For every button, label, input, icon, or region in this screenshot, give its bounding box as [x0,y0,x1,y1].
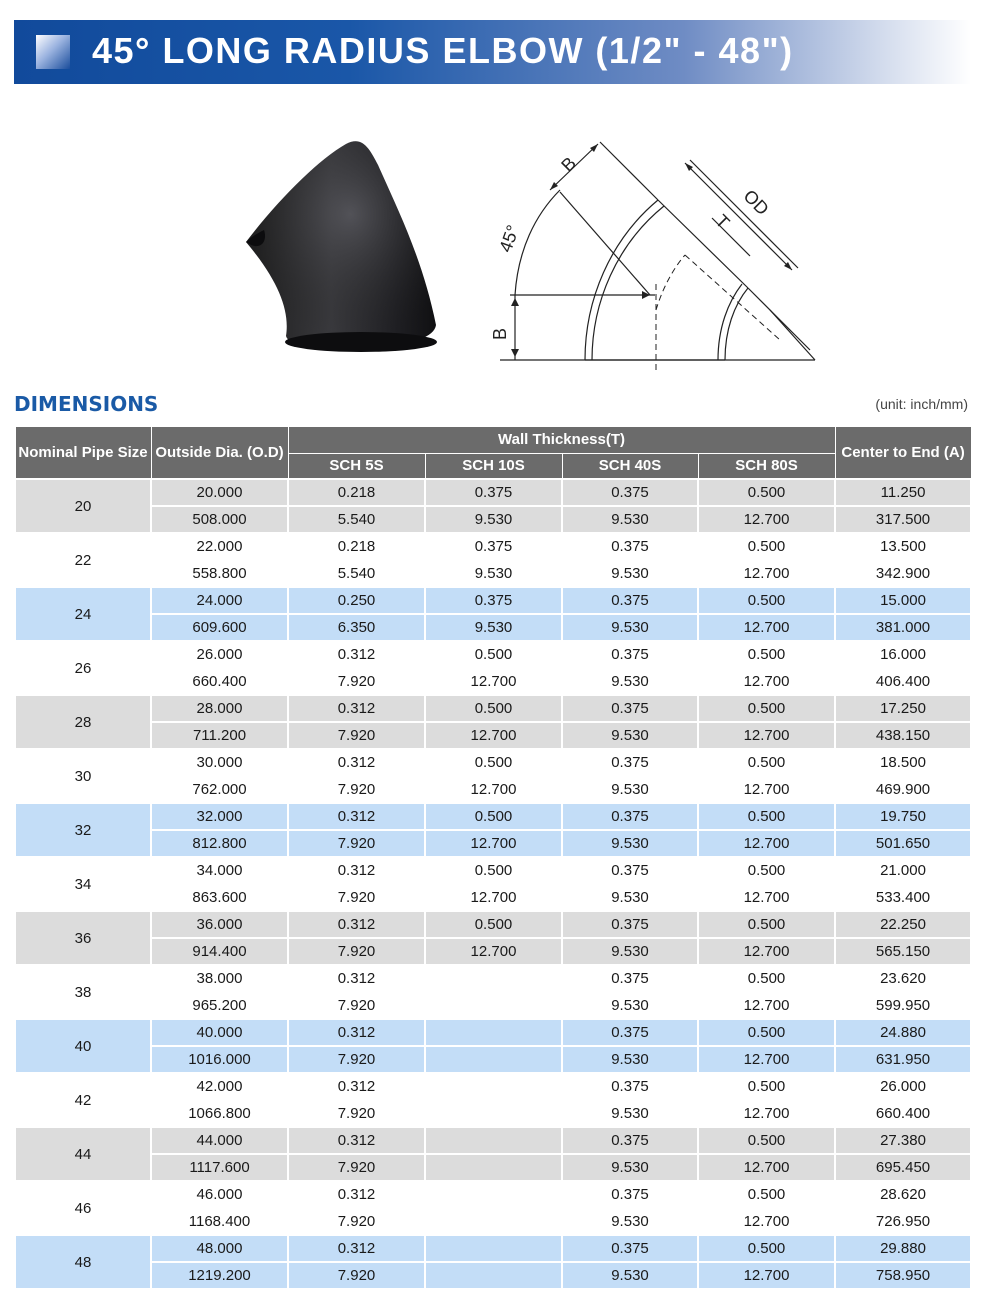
table-row [15,722,971,749]
sch5s-cell: 0.312 [288,749,425,776]
nominal-size-cell: 46 [15,1181,151,1235]
sch40s-cell: 9.530 [562,776,698,803]
sch80s-cell: 12.700 [698,938,835,965]
title-bar [14,20,971,84]
sch40s-cell: 0.375 [562,1181,698,1208]
page-title: 45° LONG RADIUS ELBOW (1/2" - 48") [92,30,794,71]
center-to-end-cell: 406.400 [835,668,971,695]
sch10s-cell [425,1154,562,1181]
sch80s-cell: 12.700 [698,1154,835,1181]
sch80s-cell: 0.500 [698,1073,835,1100]
header-nominal-size: Nominal Pipe Size [15,427,151,480]
sch40s-cell: 0.375 [562,1019,698,1046]
sch10s-cell: 12.700 [425,830,562,857]
table-row [15,560,971,587]
sch5s-cell: 0.218 [288,533,425,560]
sch10s-cell: 9.530 [425,560,562,587]
center-to-end-cell: 17.250 [835,695,971,722]
table-row [15,965,971,992]
outside-dia-cell: 38.000 [151,965,288,992]
sch40s-cell: 9.530 [562,830,698,857]
sch40s-cell: 0.375 [562,857,698,884]
table-row [15,1235,971,1262]
sch40s-cell: 0.375 [562,1127,698,1154]
sch40s-cell: 0.375 [562,749,698,776]
outside-dia-cell: 914.400 [151,938,288,965]
center-to-end-cell: 599.950 [835,992,971,1019]
center-to-end-cell: 342.900 [835,560,971,587]
sch5s-cell: 0.312 [288,1127,425,1154]
label-b-top: B [557,152,580,176]
center-to-end-cell: 15.000 [835,587,971,614]
nominal-size-cell: 24 [15,587,151,641]
sch40s-cell: 9.530 [562,560,698,587]
sch10s-cell [425,1181,562,1208]
sch10s-cell: 0.375 [425,587,562,614]
outside-dia-cell: 812.800 [151,830,288,857]
sch5s-cell: 0.312 [288,911,425,938]
sch40s-cell: 0.375 [562,1235,698,1262]
header-sch40s: SCH 40S [562,454,698,480]
label-angle: 45° [495,222,524,255]
outside-dia-cell: 762.000 [151,776,288,803]
sch80s-cell: 12.700 [698,560,835,587]
sch5s-cell: 0.312 [288,695,425,722]
center-to-end-cell: 19.750 [835,803,971,830]
center-to-end-cell: 18.500 [835,749,971,776]
table-row [15,1208,971,1235]
outside-dia-cell: 30.000 [151,749,288,776]
outside-dia-cell: 1117.600 [151,1154,288,1181]
table-row [15,1019,971,1046]
center-to-end-cell: 21.000 [835,857,971,884]
sch40s-cell: 9.530 [562,668,698,695]
center-to-end-cell: 565.150 [835,938,971,965]
sch80s-cell: 12.700 [698,1046,835,1073]
sch80s-cell: 12.700 [698,1100,835,1127]
sch80s-cell: 0.500 [698,1127,835,1154]
table-row [15,668,971,695]
outside-dia-cell: 34.000 [151,857,288,884]
sch40s-cell: 0.375 [562,641,698,668]
sch40s-cell: 9.530 [562,884,698,911]
sch40s-cell: 0.375 [562,965,698,992]
sch80s-cell: 0.500 [698,1235,835,1262]
center-to-end-cell: 317.500 [835,506,971,533]
sch80s-cell: 0.500 [698,1181,835,1208]
sch5s-cell: 0.312 [288,1019,425,1046]
table-row [15,857,971,884]
outside-dia-cell: 22.000 [151,533,288,560]
nominal-size-cell: 26 [15,641,151,695]
outside-dia-cell: 32.000 [151,803,288,830]
sch10s-cell: 12.700 [425,722,562,749]
nominal-size-cell: 42 [15,1073,151,1127]
center-to-end-cell: 23.620 [835,965,971,992]
sch40s-cell: 9.530 [562,722,698,749]
center-to-end-cell: 438.150 [835,722,971,749]
sch40s-cell: 0.375 [562,803,698,830]
sch80s-cell: 0.500 [698,641,835,668]
center-to-end-cell: 27.380 [835,1127,971,1154]
outside-dia-cell: 46.000 [151,1181,288,1208]
center-to-end-cell: 28.620 [835,1181,971,1208]
sch80s-cell: 12.700 [698,722,835,749]
sch80s-cell: 0.500 [698,587,835,614]
table-row [15,479,971,506]
sch10s-cell [425,1127,562,1154]
sch10s-cell: 0.500 [425,749,562,776]
sch10s-cell [425,1073,562,1100]
table-row [15,884,971,911]
sch5s-cell: 7.920 [288,776,425,803]
sch80s-cell: 0.500 [698,479,835,506]
table-row [15,587,971,614]
outside-dia-cell: 20.000 [151,479,288,506]
outside-dia-cell: 660.400 [151,668,288,695]
sch10s-cell: 12.700 [425,776,562,803]
nominal-size-cell: 38 [15,965,151,1019]
sch40s-cell: 0.375 [562,911,698,938]
sch40s-cell: 9.530 [562,506,698,533]
sch10s-cell [425,1208,562,1235]
center-to-end-cell: 11.250 [835,479,971,506]
sch5s-cell: 7.920 [288,1262,425,1289]
outside-dia-cell: 1219.200 [151,1262,288,1289]
table-row [15,749,971,776]
sch10s-cell: 0.500 [425,641,562,668]
sch10s-cell: 0.375 [425,533,562,560]
header-outside-dia: Outside Dia. (O.D) [151,427,288,480]
sch5s-cell: 7.920 [288,884,425,911]
header-center-to-end: Center to End (A) [835,427,971,480]
center-to-end-cell: 660.400 [835,1100,971,1127]
center-to-end-cell: 22.250 [835,911,971,938]
sch5s-cell: 0.250 [288,587,425,614]
dimensions-table [14,426,972,1290]
sch80s-cell: 0.500 [698,857,835,884]
sch5s-cell: 7.920 [288,1100,425,1127]
sch80s-cell: 0.500 [698,965,835,992]
table-row [15,1100,971,1127]
sch10s-cell [425,1235,562,1262]
sch10s-cell [425,1100,562,1127]
sch40s-cell: 0.375 [562,1073,698,1100]
sch80s-cell: 12.700 [698,1208,835,1235]
sch80s-cell: 12.700 [698,506,835,533]
table-row [15,533,971,560]
sch5s-cell: 7.920 [288,992,425,1019]
center-to-end-cell: 469.900 [835,776,971,803]
table-row [15,506,971,533]
header-wall-thickness: Wall Thickness(T) [288,427,835,454]
sch80s-cell: 0.500 [698,533,835,560]
sch40s-cell: 0.375 [562,479,698,506]
sch10s-cell: 0.500 [425,911,562,938]
sch10s-cell: 0.500 [425,803,562,830]
sch40s-cell: 0.375 [562,695,698,722]
elbow-dimension-drawing [480,130,830,375]
sch5s-cell: 5.540 [288,560,425,587]
sch5s-cell: 0.312 [288,1181,425,1208]
sch10s-cell: 12.700 [425,938,562,965]
table-row [15,1046,971,1073]
sch10s-cell: 0.375 [425,479,562,506]
outside-dia-cell: 36.000 [151,911,288,938]
center-to-end-cell: 381.000 [835,614,971,641]
sch5s-cell: 0.312 [288,965,425,992]
sch5s-cell: 7.920 [288,1208,425,1235]
sch5s-cell: 7.920 [288,938,425,965]
outside-dia-cell: 1168.400 [151,1208,288,1235]
center-to-end-cell: 726.950 [835,1208,971,1235]
outside-dia-cell: 26.000 [151,641,288,668]
center-to-end-cell: 16.000 [835,641,971,668]
unit-note: (unit: inch/mm) [875,396,968,412]
sch40s-cell: 9.530 [562,1046,698,1073]
sch80s-cell: 12.700 [698,776,835,803]
header-sch10s: SCH 10S [425,454,562,480]
label-b-left: B [490,327,510,340]
header-sch5s: SCH 5S [288,454,425,480]
sch10s-cell [425,992,562,1019]
outside-dia-cell: 508.000 [151,506,288,533]
table-row [15,911,971,938]
elbow-photo [238,130,448,360]
center-to-end-cell: 501.650 [835,830,971,857]
center-to-end-cell: 695.450 [835,1154,971,1181]
sch5s-cell: 0.312 [288,857,425,884]
outside-dia-cell: 1016.000 [151,1046,288,1073]
sch80s-cell: 12.700 [698,614,835,641]
table-row [15,1181,971,1208]
outside-dia-cell: 965.200 [151,992,288,1019]
sch80s-cell: 12.700 [698,830,835,857]
sch80s-cell: 0.500 [698,911,835,938]
sch40s-cell: 9.530 [562,1208,698,1235]
sch5s-cell: 7.920 [288,1154,425,1181]
center-to-end-cell: 13.500 [835,533,971,560]
sch40s-cell: 9.530 [562,1100,698,1127]
section-title: DIMENSIONS [14,392,159,416]
table-row [15,614,971,641]
table-row [15,992,971,1019]
nominal-size-cell: 36 [15,911,151,965]
center-to-end-cell: 758.950 [835,1262,971,1289]
sch10s-cell [425,1262,562,1289]
sch40s-cell: 9.530 [562,938,698,965]
sch5s-cell: 0.312 [288,1235,425,1262]
nominal-size-cell: 40 [15,1019,151,1073]
outside-dia-cell: 42.000 [151,1073,288,1100]
sch10s-cell: 0.500 [425,695,562,722]
sch5s-cell: 0.312 [288,641,425,668]
sch5s-cell: 7.920 [288,722,425,749]
sch40s-cell: 9.530 [562,992,698,1019]
sch10s-cell: 9.530 [425,506,562,533]
sch80s-cell: 0.500 [698,695,835,722]
header-sch80s: SCH 80S [698,454,835,480]
sch5s-cell: 7.920 [288,1046,425,1073]
sch10s-cell [425,1046,562,1073]
sch5s-cell: 7.920 [288,830,425,857]
center-to-end-cell: 533.400 [835,884,971,911]
table-row [15,695,971,722]
outside-dia-cell: 711.200 [151,722,288,749]
sch5s-cell: 5.540 [288,506,425,533]
nominal-size-cell: 44 [15,1127,151,1181]
label-t: T [711,210,734,233]
center-to-end-cell: 24.880 [835,1019,971,1046]
sch40s-cell: 0.375 [562,533,698,560]
nominal-size-cell: 20 [15,479,151,533]
table-row [15,776,971,803]
outside-dia-cell: 1066.800 [151,1100,288,1127]
outside-dia-cell: 24.000 [151,587,288,614]
nominal-size-cell: 28 [15,695,151,749]
outside-dia-cell: 48.000 [151,1235,288,1262]
outside-dia-cell: 28.000 [151,695,288,722]
sch10s-cell [425,1019,562,1046]
nominal-size-cell: 34 [15,857,151,911]
center-to-end-cell: 29.880 [835,1235,971,1262]
sch80s-cell: 12.700 [698,884,835,911]
title-square-icon [36,35,70,69]
sch80s-cell: 12.700 [698,992,835,1019]
nominal-size-cell: 30 [15,749,151,803]
sch40s-cell: 9.530 [562,1262,698,1289]
table-row [15,938,971,965]
outside-dia-cell: 609.600 [151,614,288,641]
table-row [15,641,971,668]
sch80s-cell: 0.500 [698,1019,835,1046]
outside-dia-cell: 44.000 [151,1127,288,1154]
sch5s-cell: 0.312 [288,1073,425,1100]
sch10s-cell: 9.530 [425,614,562,641]
sch5s-cell: 0.218 [288,479,425,506]
center-to-end-cell: 631.950 [835,1046,971,1073]
sch80s-cell: 12.700 [698,668,835,695]
table-row [15,803,971,830]
sch40s-cell: 9.530 [562,1154,698,1181]
sch40s-cell: 0.375 [562,587,698,614]
table-row [15,1073,971,1100]
sch10s-cell: 12.700 [425,884,562,911]
nominal-size-cell: 32 [15,803,151,857]
sch5s-cell: 6.350 [288,614,425,641]
sch10s-cell: 0.500 [425,857,562,884]
sch10s-cell: 12.700 [425,668,562,695]
sch40s-cell: 9.530 [562,614,698,641]
table-row [15,830,971,857]
label-od: OD [739,185,773,220]
outside-dia-cell: 40.000 [151,1019,288,1046]
nominal-size-cell: 22 [15,533,151,587]
sch80s-cell: 12.700 [698,1262,835,1289]
table-row [15,1154,971,1181]
table-row [15,1262,971,1289]
outside-dia-cell: 558.800 [151,560,288,587]
nominal-size-cell: 48 [15,1235,151,1289]
sch5s-cell: 0.312 [288,803,425,830]
sch80s-cell: 0.500 [698,749,835,776]
sch80s-cell: 0.500 [698,803,835,830]
outside-dia-cell: 863.600 [151,884,288,911]
center-to-end-cell: 26.000 [835,1073,971,1100]
sch5s-cell: 7.920 [288,668,425,695]
sch10s-cell [425,965,562,992]
table-row [15,1127,971,1154]
